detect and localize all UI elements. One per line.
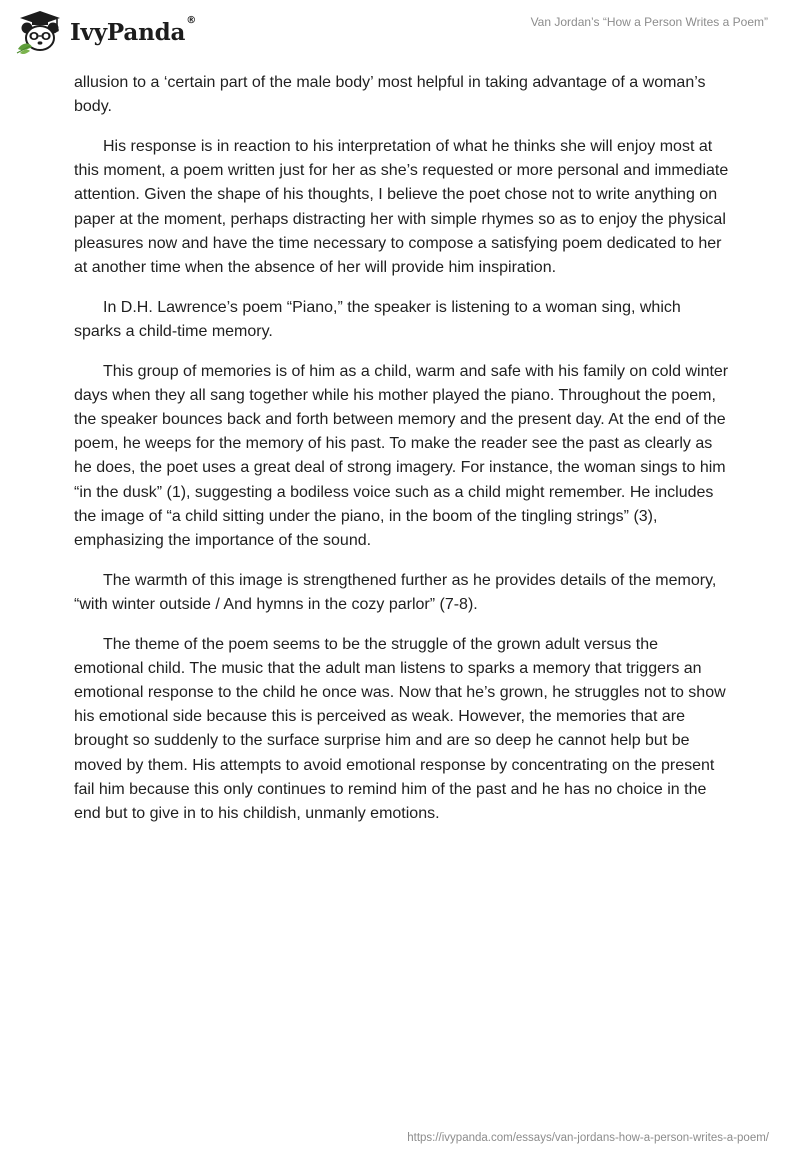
paragraph: allusion to a ‘certain part of the male body’ most helpful in taking advantage of a woman’s body. bbox=[74, 74, 706, 116]
paragraph: The warmth of this image is strengthened further as he provides details of the memory, “with winter outside / And hymns in the cozy parlor” (7-8). bbox=[74, 571, 717, 613]
panda-logo-icon bbox=[14, 9, 66, 55]
paragraph: His response is in reaction to his interpretation of what he thinks she will enjoy most at this moment, a poem written just for her as she’s requested or more personal and immediate attention. Given the shape of his thoughts, I believe the poet chose not to write anything on paper at the moment, perhaps distracting her with simple rhymes so as to enjoy the physical pleasures now and have the time necessary to compose a satisfying poem dedicated to her at another time when the absence of her will provide him inspiration. bbox=[74, 137, 729, 276]
logo-text: IvyPanda® bbox=[70, 14, 196, 46]
paragraph: In D.H. Lawrence’s poem “Piano,” the speaker is listening to a woman sing, which sparks a child-time memory. bbox=[74, 298, 681, 340]
source-url-link[interactable]: https://ivypanda.com/essays/van-jordans-how-a-person-writes-a-poem/ bbox=[407, 1132, 769, 1144]
essay-body bbox=[74, 71, 729, 842]
page-header bbox=[0, 0, 800, 64]
paragraph: This group of memories is of him as a child, warm and safe with his family on cold winter days when they all sang together while his mother played the piano. Throughout the poem, the speaker bounces back and forth between memory and the present day. At the end of the poem, he weeps for the memory of his past. To make the reader see the past as clearly as he does, the poet uses a great deal of strong imagery. For instance, the woman sings to him “in the dusk” (1), suggesting a bodiless voice such as a child might remember. He includes the image of “a child sitting under the piano, in the boom of the tingling strings” (3), emphasizing the importance of the sound. bbox=[74, 362, 729, 549]
paragraph: The theme of the poem seems to be the struggle of the grown adult versus the emotional child. The music that the adult man listens to sparks a memory that triggers an emotional response to the child he once was. Now that he’s grown, he struggles not to show his emotional side because this is perceived as weak. However, the memories that are brought so suddenly to the surface surprise him and are so deep he cannot help but be moved by them. His attempts to avoid emotional response by concentrating on the present fail him because this only continues to remind him of the past and he has no choice in the end but to give in to his childish, unmanly emotions. bbox=[74, 635, 726, 822]
document-title: Van Jordan’s “How a Person Writes a Poem” bbox=[530, 15, 768, 29]
registered-mark: ® bbox=[186, 14, 196, 26]
ivypanda-logo[interactable] bbox=[14, 8, 196, 56]
